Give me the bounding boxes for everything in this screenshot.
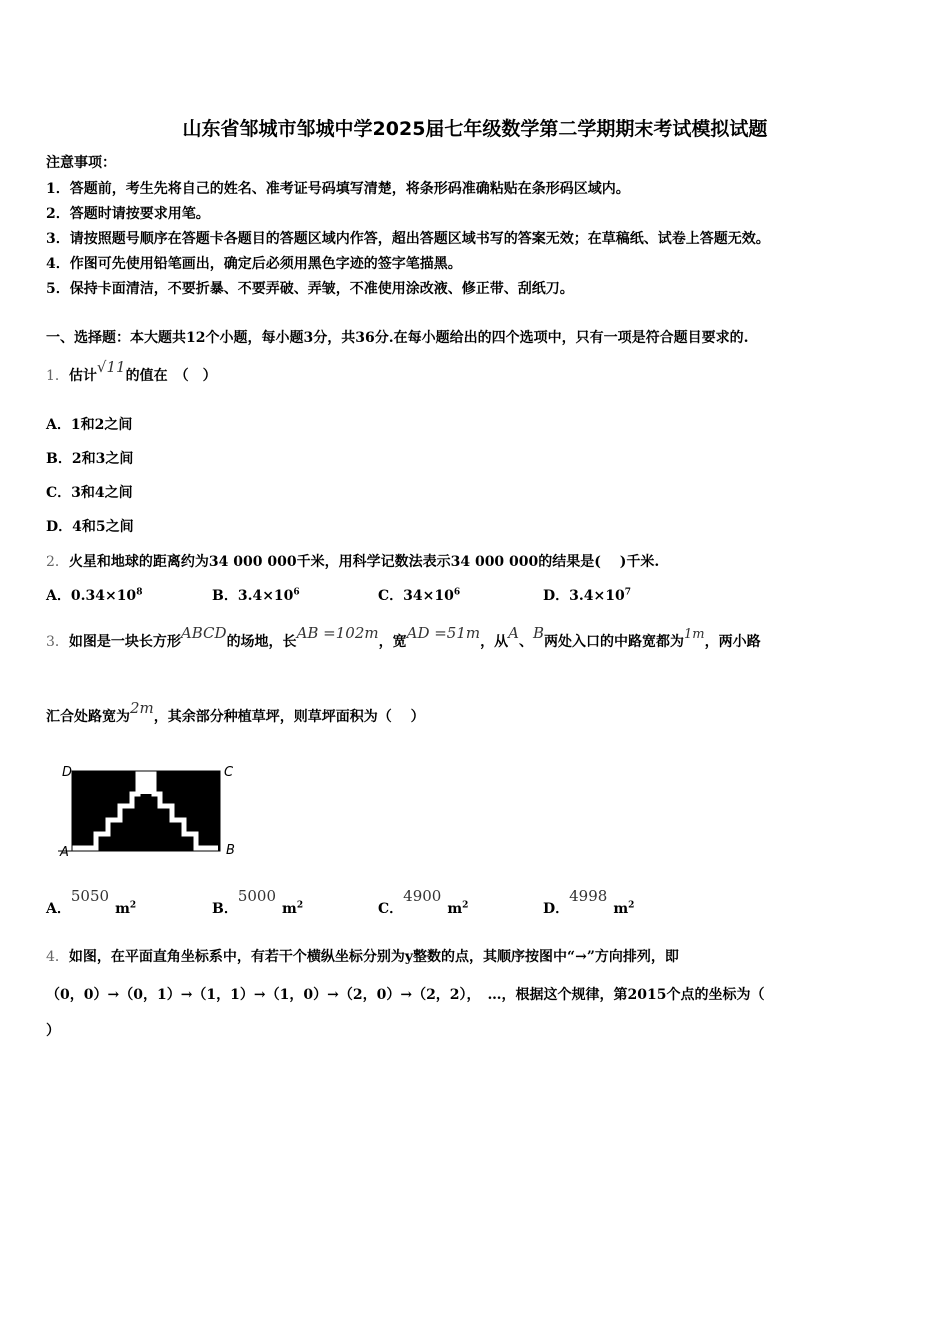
q4-end: ） xyxy=(46,1023,60,1039)
q1-pre: 估计 xyxy=(68,368,97,384)
section-heading: 一、选择题：本大题共12个小题，每小题3分，共36分.在每小题给出的四个选项中，只有一项是符合题目要求的. xyxy=(46,330,749,346)
math-abcd: ABCD xyxy=(180,624,227,642)
unit: m xyxy=(115,901,130,917)
unit: m xyxy=(282,901,297,917)
math-ad: AD =51m xyxy=(406,624,481,642)
label-d: D xyxy=(62,765,73,780)
q3-text: ，两小路 xyxy=(704,634,761,650)
exponent: 2 xyxy=(129,900,137,911)
math-b: B xyxy=(532,624,544,642)
math-ab: AB =102m xyxy=(296,624,379,642)
junction xyxy=(138,771,154,794)
q1-option-b: B．2和3之间 xyxy=(46,451,134,467)
unit: m xyxy=(447,901,463,917)
question-2 xyxy=(46,551,659,571)
option-label: A． xyxy=(46,901,71,917)
q1-option-c: C．3和4之间 xyxy=(46,485,133,501)
option-value: 5000 xyxy=(237,887,277,905)
q2-option-d xyxy=(543,585,631,605)
option-label: A．0.34×10 xyxy=(46,588,137,604)
q1-post: 的值在 （ ） xyxy=(125,368,217,384)
page-title: 山东省邹城市邹城中学2025届七年级数学第二学期期末考试模拟试题 xyxy=(182,118,768,140)
q3-option-a xyxy=(46,887,137,918)
q2-option-b xyxy=(212,585,300,605)
exponent: 6 xyxy=(453,587,461,598)
exponent: 2 xyxy=(628,900,635,911)
q3-text: ，宽 xyxy=(378,634,407,650)
option-value: 5050 xyxy=(70,887,110,905)
question-3-cont xyxy=(46,699,425,726)
option-label: C．34×10 xyxy=(378,588,454,604)
question-4 xyxy=(46,946,679,966)
q3-text: 如图是一块长方形 xyxy=(68,634,181,650)
question-number: 4． xyxy=(46,949,69,965)
option-value: 4998 xyxy=(569,887,608,905)
q4-sequence: （0，0）→（0，1）→（1，1）→（1，0）→（2，0）→（2，2）， …，根据这个规律，第2015个点的坐标为（ xyxy=(46,987,765,1003)
q3-text: ，其余部分种植草坪，则草坪面积为（ ） xyxy=(153,709,425,725)
question-3 xyxy=(46,624,761,651)
exponent: 7 xyxy=(624,587,631,598)
q3-text: 汇合处路宽为 xyxy=(46,709,130,725)
math-a: A xyxy=(508,624,519,642)
label-b: B xyxy=(226,843,235,858)
question-1 xyxy=(46,358,217,385)
question-number: 3． xyxy=(46,634,69,650)
q3-text: ，从 xyxy=(480,634,509,650)
label-c: C xyxy=(224,765,234,780)
q3-text: 两处入口的中路宽都为 xyxy=(544,634,684,650)
math-1m: 1m xyxy=(684,627,705,642)
notice-heading: 注意事项： xyxy=(46,155,116,171)
notice-item: 1．答题前，考生先将自己的姓名、准考证号码填写清楚，将条形码准确粘贴在条形码区域内。 xyxy=(46,181,630,197)
notice-item: 2．答题时请按要求用笔。 xyxy=(46,206,210,222)
option-label: C． xyxy=(378,901,404,917)
option-value: 4900 xyxy=(403,887,442,905)
sqrt-expression: √11 xyxy=(96,358,126,376)
notice-item: 4．作图可先使用铅笔画出，确定后必须用黑色字迹的签字笔描黑。 xyxy=(46,256,462,272)
q2-text: 火星和地球的距离约为34 000 000千米，用科学记数法表示34 000 000的结果是( )千米. xyxy=(68,554,660,570)
option-label: D． xyxy=(543,901,570,917)
math-2m: 2m xyxy=(130,699,154,717)
notice-item: 5．保持卡面清洁，不要折暴、不要弄破、弄皱，不准使用涂改液、修正带、刮纸刀。 xyxy=(46,281,574,297)
notice-item: 3．请按照题号顺序在答题卡各题目的答题区域内作答，超出答题区域书写的答案无效；在草稿纸、试卷上答题无效。 xyxy=(46,231,770,247)
q3-text: 的场地，长 xyxy=(226,634,297,650)
q3-option-c xyxy=(378,887,469,918)
option-label: B．3.4×10 xyxy=(212,588,294,604)
question-number: 1． xyxy=(46,368,69,384)
q1-option-a: A．1和2之间 xyxy=(46,417,133,433)
field-figure xyxy=(58,764,248,860)
q3-text: 、 xyxy=(518,634,533,650)
exponent: 6 xyxy=(293,587,300,598)
exponent: 8 xyxy=(136,587,143,598)
q4-text: 如图，在平面直角坐标系中，有若干个横纵坐标分别为y整数的点，其顺序按图中“→”方向排列，即 xyxy=(68,949,679,965)
option-label: B． xyxy=(212,901,238,917)
q2-option-c xyxy=(378,585,460,605)
q3-option-b xyxy=(212,887,304,918)
q2-option-a xyxy=(46,585,142,605)
exponent: 2 xyxy=(296,900,304,911)
q1-option-d: D．4和5之间 xyxy=(46,519,134,535)
unit: m xyxy=(613,901,629,917)
question-number: 2． xyxy=(46,554,69,570)
option-label: D．3.4×10 xyxy=(543,588,625,604)
exponent: 2 xyxy=(462,900,469,911)
q3-option-d xyxy=(543,887,635,918)
label-a: A xyxy=(60,845,69,860)
